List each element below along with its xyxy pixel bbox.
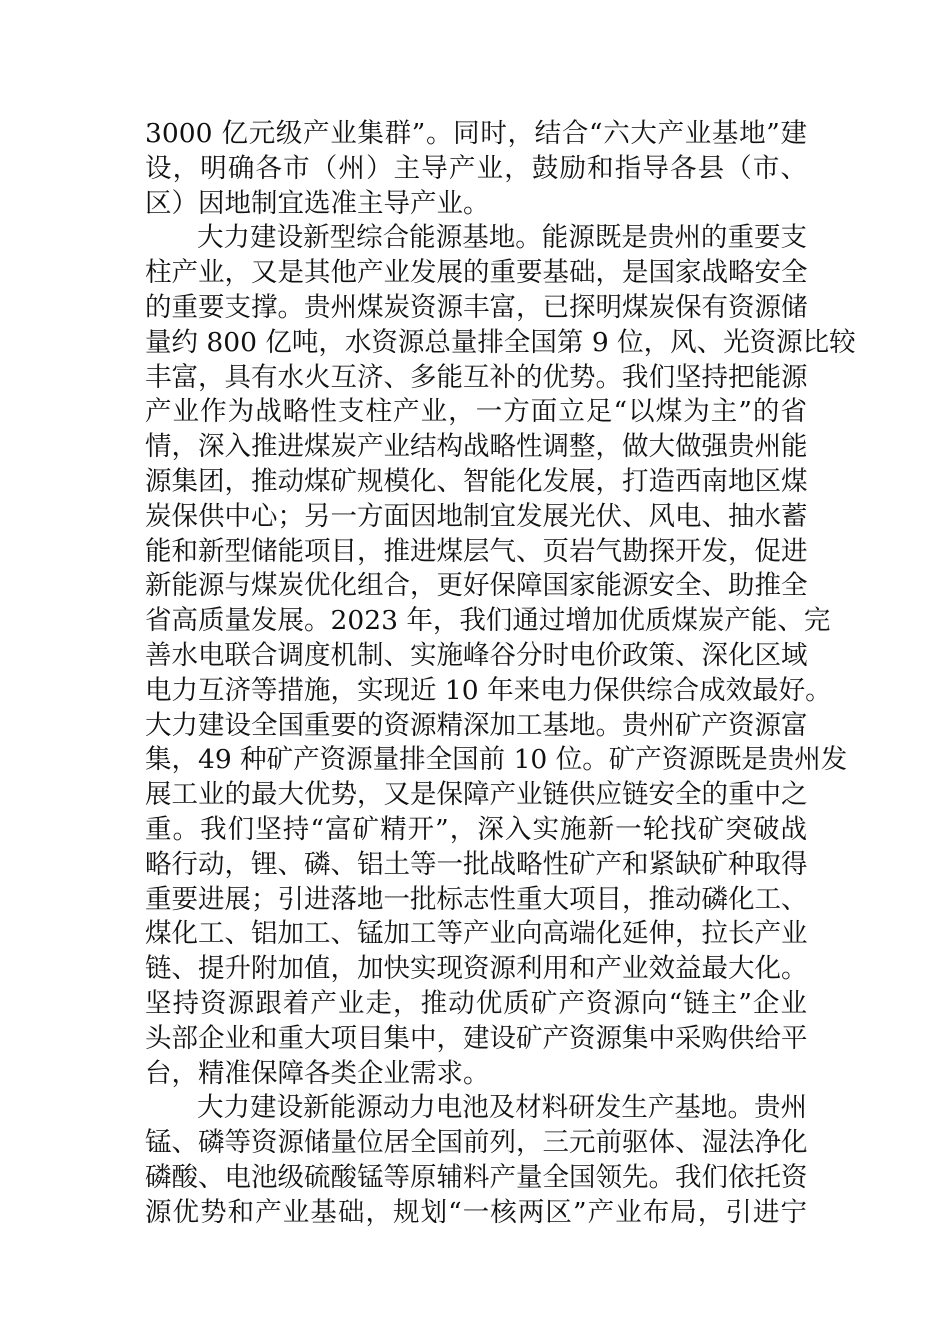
text-line: 展工业的最大优势，又是保障产业链供应链安全的重中之 <box>145 779 808 811</box>
text-line: 集，49 种矿产资源量排全国前 10 位。矿产资源既是贵州发 <box>145 744 848 776</box>
text-line: 大力建设新能源动力电池及材料研发生产基地。贵州 <box>197 1092 807 1124</box>
text-line: 情，深入推进煤炭产业结构战略性调整，做大做强贵州能 <box>145 431 808 463</box>
text-line: 头部企业和重大项目集中，建设矿产资源集中采购供给平 <box>145 1022 808 1054</box>
text-line: 量约 800 亿吨，水资源总量排全国第 9 位，风、光资源比较 <box>145 326 856 358</box>
text-line: 丰富，具有水火互济、多能互补的优势。我们坚持把能源 <box>145 361 808 393</box>
text-line: 善水电联合调度机制、实施峰谷分时电价政策、深化区域 <box>145 639 808 671</box>
text-line: 能和新型储能项目，推进煤层气、页岩气勘探开发，促进 <box>145 535 808 567</box>
text-line: 电力互济等措施，实现近 10 年来电力保供综合成效最好。 <box>145 674 832 706</box>
text-line: 锰、磷等资源储量位居全国前列，三元前驱体、湿法净化 <box>145 1127 808 1159</box>
document-body <box>145 117 856 1231</box>
text-line: 煤化工、铝加工、锰加工等产业向高端化延伸，拉长产业 <box>145 918 808 950</box>
text-line: 炭保供中心；另一方面因地制宜发展光伏、风电、抽水蓄 <box>145 500 808 532</box>
text-line: 柱产业，又是其他产业发展的重要基础，是国家战略安全 <box>145 257 808 289</box>
text-line: 坚持资源跟着产业走，推动优质矿产资源向“链主”企业 <box>145 987 807 1019</box>
text-line: 重。我们坚持“富矿精开”，深入实施新一轮找矿突破战 <box>145 813 807 845</box>
text-line: 区）因地制宜选准主导产业。 <box>145 187 490 219</box>
text-line: 源优势和产业基础，规划“一核两区”产业布局，引进宁 <box>145 1196 807 1228</box>
text-line: 省高质量发展。2023 年，我们通过增加优质煤炭产能、完 <box>145 605 831 637</box>
text-line: 磷酸、电池级硫酸锰等原辅料产量全国领先。我们依托资 <box>145 1161 808 1193</box>
text-line: 大力建设新型综合能源基地。能源既是贵州的重要支 <box>197 222 807 254</box>
text-line: 台，精准保障各类企业需求。 <box>145 1057 490 1089</box>
text-line: 新能源与煤炭优化组合，更好保障国家能源安全、助推全 <box>145 570 808 602</box>
text-line: 源集团，推动煤矿规模化、智能化发展，打造西南地区煤 <box>145 465 808 497</box>
text-line: 的重要支撑。贵州煤炭资源丰富，已探明煤炭保有资源储 <box>145 291 808 323</box>
text-line: 大力建设全国重要的资源精深加工基地。贵州矿产资源富 <box>145 709 808 741</box>
text-line: 重要进展；引进落地一批标志性重大项目，推动磷化工、 <box>145 883 808 915</box>
text-line: 略行动，锂、磷、铝土等一批战略性矿产和紧缺矿种取得 <box>145 848 808 880</box>
text-line: 产业作为战略性支柱产业，一方面立足“以煤为主”的省 <box>145 396 807 428</box>
text-line: 3000 亿元级产业集群”。同时，结合“六大产业基地”建 <box>145 118 807 149</box>
text-line: 链、提升附加值，加快实现资源利用和产业效益最大化。 <box>145 953 808 985</box>
text-line: 设，明确各市（州）主导产业，鼓励和指导各县（市、 <box>145 152 807 184</box>
